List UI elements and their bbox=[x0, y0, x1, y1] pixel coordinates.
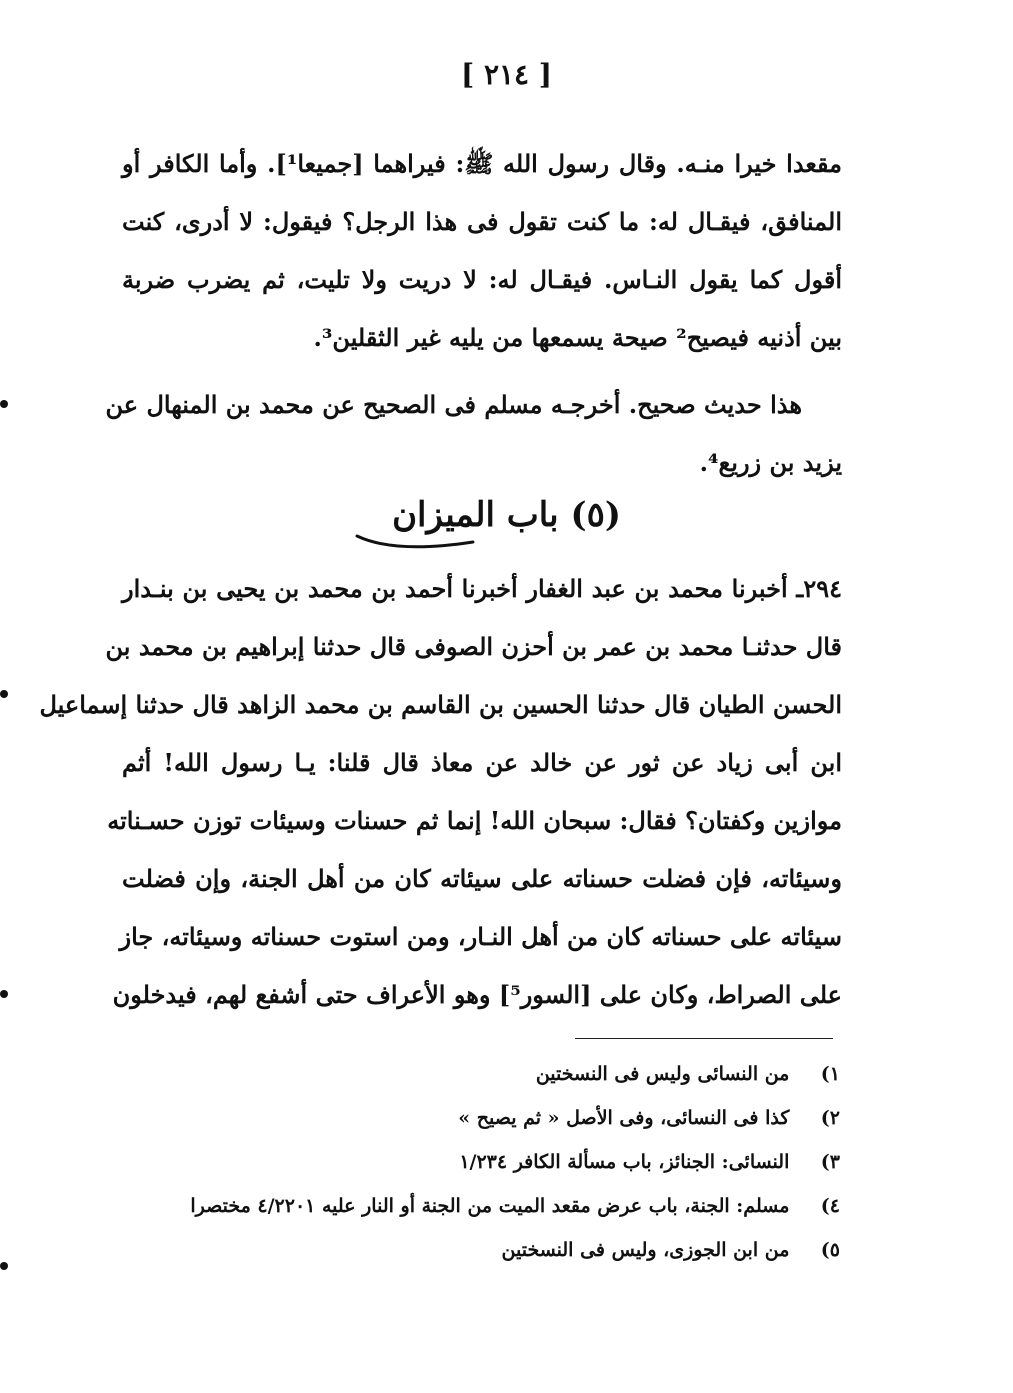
footnote-number: ٥) bbox=[820, 1239, 840, 1261]
paragraph-hadith-end bbox=[122, 135, 842, 367]
text-line: بين أذنيه فيصيح² صيحة يسمعها من يليه غير الثقلين³. bbox=[313, 323, 842, 352]
footnote-item bbox=[160, 1052, 840, 1096]
footnote-item bbox=[160, 1184, 840, 1228]
text-line: الحسن الطيان قال حدثنا الحسين بن القاسم بن محمد الزاهد قال حدثنا إسماعيل bbox=[39, 690, 842, 719]
text-line: على الصراط، وكان على [السور⁵] وهو الأعراف حتى أشفع لهم، فيدخلون bbox=[112, 980, 842, 1009]
text-line: يزيد بن زريع⁴. bbox=[699, 448, 842, 477]
heading-swash-ornament bbox=[355, 532, 475, 552]
scan-edge-mark bbox=[0, 400, 8, 408]
text-line: ٢٩٤ـ أخبرنا محمد بن عبد الغفار أخبرنا أحمد بن محمد بن يحيى بن بنـدار bbox=[122, 574, 842, 603]
text-line: هذا حديث صحيح. أخرجـه مسلم فى الصحيح عن محمد بن المنهال عن bbox=[105, 390, 802, 419]
footnote-item bbox=[160, 1096, 840, 1140]
scan-edge-mark bbox=[0, 690, 8, 698]
footnote-item bbox=[160, 1140, 840, 1184]
footnotes bbox=[160, 1052, 840, 1272]
scan-edge-mark bbox=[0, 1262, 8, 1270]
text-line: سيئاته على حسناته كان من أهل النـار، ومن استوت حسناته وسيئاته، جاز bbox=[119, 922, 842, 951]
text-line: المنافق، فيقـال له: ما كنت تقول فى هذا الرجل؟ فيقول: لا أدرى، كنت bbox=[122, 207, 842, 236]
text-line: وسيئاته، فإن فضلت حسناته على سيئاته كان من أهل الجنة، وإن فضلت bbox=[122, 864, 842, 893]
footnote-text: مسلم: الجنة، باب عرض مقعد الميت من الجنة أو النار عليه ٤/٢٢٠١ مختصرا bbox=[190, 1195, 790, 1217]
text-line: مقعدا خيرا منـه. وقال رسول الله ﷺ: فيراهما [جميعا¹]. وأما الكافر أو bbox=[122, 149, 842, 178]
footnote-number: ٤) bbox=[820, 1195, 840, 1217]
text-line: قال حدثنـا محمد بن عمر بن أحزن الصوفى قال حدثنا إبراهيم بن محمد بن bbox=[105, 632, 842, 661]
footnote-text: من النسائى وليس فى النسختين bbox=[535, 1063, 790, 1085]
paragraph-authentication bbox=[105, 376, 842, 492]
footnote-text: كذا فى النسائى، وفى الأصل « ثم يصيح » bbox=[458, 1107, 790, 1129]
footnote-text: من ابن الجوزى، وليس فى النسختين bbox=[501, 1239, 790, 1261]
footnote-separator bbox=[575, 1038, 833, 1039]
footnote-item bbox=[160, 1228, 840, 1272]
page-number: [ ٢١٤ ] bbox=[460, 58, 553, 91]
footnote-text: النسائى: الجنائز، باب مسألة الكافر ١/٢٣٤ bbox=[459, 1151, 790, 1173]
paragraph-hadith-294 bbox=[39, 560, 842, 1024]
text-line: موازين وكفتان؟ فقال: سبحان الله! إنما ثم حسنات وسيئات توزن حسـناته bbox=[107, 806, 842, 835]
scan-edge-mark bbox=[0, 990, 8, 998]
section-heading: (٥) باب الميزان bbox=[392, 495, 621, 535]
text-line: أقول كما يقول النـاس. فيقـال له: لا دريت ولا تليت، ثم يضرب ضربة bbox=[122, 265, 842, 294]
footnote-number: ٢) bbox=[820, 1107, 840, 1129]
text-line: ابن أبى زياد عن ثور عن خالد عن معاذ قال قلنا: يـا رسول الله! أثم bbox=[122, 748, 842, 777]
footnote-number: ١) bbox=[820, 1063, 840, 1085]
footnote-number: ٣) bbox=[820, 1151, 840, 1173]
